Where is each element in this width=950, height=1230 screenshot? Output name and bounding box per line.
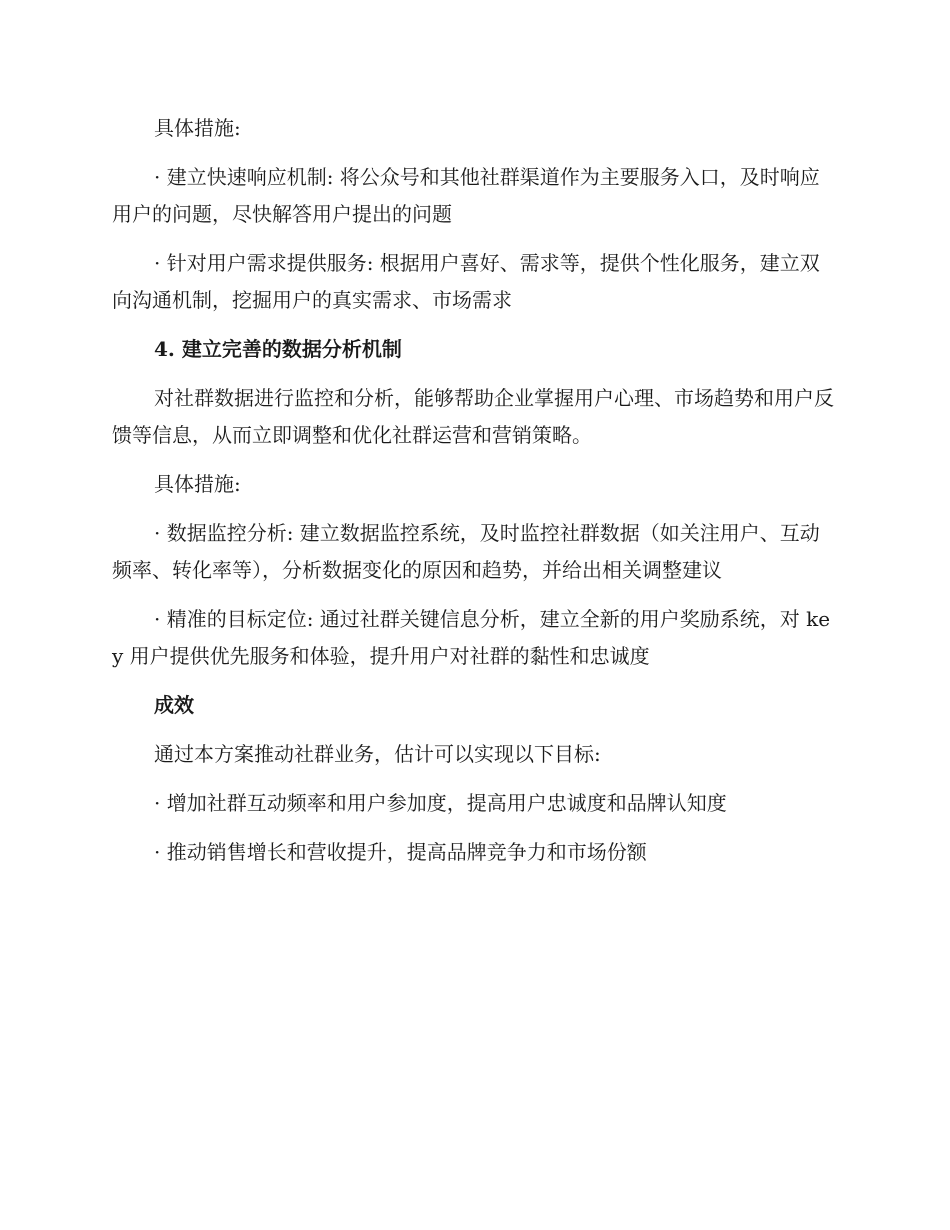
bullet-item: · 增加社群互动频率和用户参加度，提高用户忠诚度和品牌认知度: [154, 791, 727, 815]
bullet-item: · 推动销售增长和营收提升，提高品牌竞争力和市场份额: [154, 840, 647, 864]
bullet-item: · 精准的目标定位: 通过社群关键信息分析，建立全新的用户奖励系统，对 key 用户提供优先服务和体验，提升用户对社群的黏性和忠诚度: [112, 607, 831, 668]
paragraph: 对社群数据进行监控和分析，能够帮助企业掌握用户心理、市场趋势和用户反馈等信息，从而立即调整和优化社群运营和营销策略。: [112, 386, 834, 447]
document-body: [112, 110, 834, 883]
bullet-item: · 数据监控分析: 建立数据监控系统，及时监控社群数据（如关注用户、互动频率、转化率等），分析数据变化的原因和趋势，并给出相关调整建议: [112, 521, 820, 582]
section-heading: 成效: [154, 693, 194, 717]
section-heading: 4. 建立完善的数据分析机制: [154, 337, 402, 361]
bullet-item: · 建立快速响应机制: 将公众号和其他社群渠道作为主要服务入口，及时响应用户的问题，尽快解答用户提出的问题: [112, 165, 820, 226]
bullet-item: · 针对用户需求提供服务: 根据用户喜好、需求等，提供个性化服务，建立双向沟通机制，挖掘用户的真实需求、市场需求: [112, 251, 820, 312]
paragraph: 具体措施:: [154, 116, 241, 140]
paragraph: 通过本方案推动社群业务，估计可以实现以下目标:: [154, 742, 601, 766]
paragraph: 具体措施:: [154, 472, 241, 496]
